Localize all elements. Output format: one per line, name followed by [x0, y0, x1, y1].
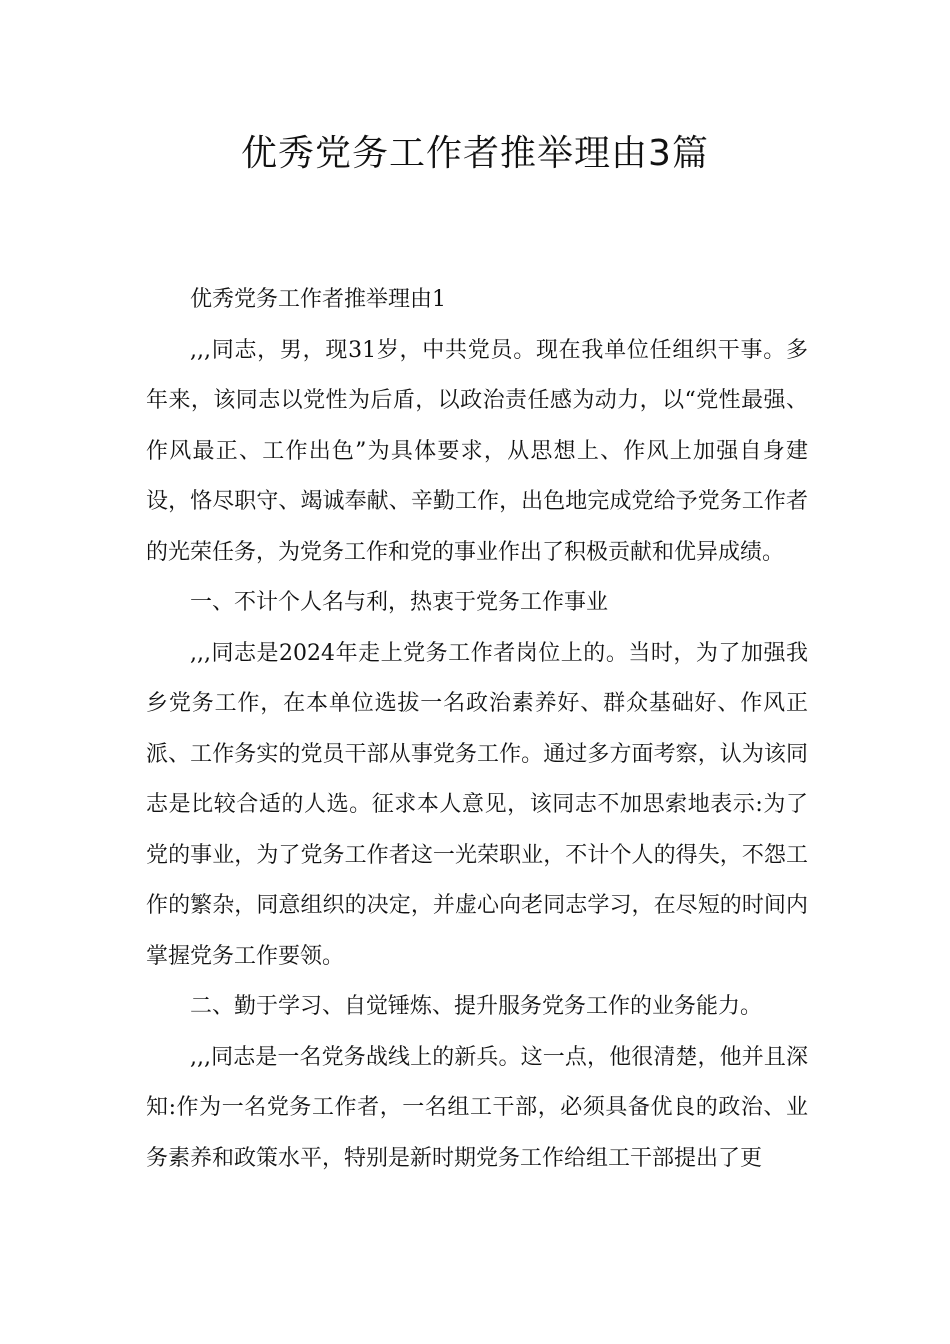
paragraph-one: ,,,同志是2024年走上党务工作者岗位上的。当时，为了加强我乡党务工作，在本单位选拔一名政治素养好、群众基础好、作风正派、工作务实的党员干部从事党务工作。通过多方面考察，认为该同志是比较合适的人选。征求本人意见，该同志不加思索地表示:为了党的事业，为了党务工作者这一光荣职业，不计个人的得失，不怨工作的繁杂，同意组织的决定，并虚心向老同志学习，在尽短的时间内掌握党务工作要领。 — [146, 640, 808, 969]
paragraph-two: ,,,同志是一名党务战线上的新兵。这一点，他很清楚，他并且深知:作为一名党务工作者，一名组工干部，必须具备优良的政治、业务素养和政策水平，特别是新时期党务工作给组工干部提出了更 — [146, 1044, 808, 1171]
document-title: 优秀党务工作者推举理由3篇 — [241, 133, 709, 174]
paragraph-intro: ,,,同志，男，现31岁，中共党员。现在我单位任组织干事。多年来，该同志以党性为后盾，以政治责任感为动力，以“党性最强、作风最正、工作出色”为具体要求，从思想上、作风上加强自身建设，恪尽职守、竭诚奉献、辛勤工作，出色地完成党给予党务工作者的光荣任务，为党务工作和党的事业作出了积极贡献和优异成绩。 — [146, 337, 808, 565]
subheading-one: 一、不计个人名与利，热衷于党务工作事业 — [190, 590, 609, 615]
document-body — [146, 275, 808, 1184]
section-heading-1: 优秀党务工作者推举理由1 — [190, 287, 446, 312]
subheading-two: 二、勤于学习、自觉锤炼、提升服务党务工作的业务能力。 — [190, 994, 763, 1019]
